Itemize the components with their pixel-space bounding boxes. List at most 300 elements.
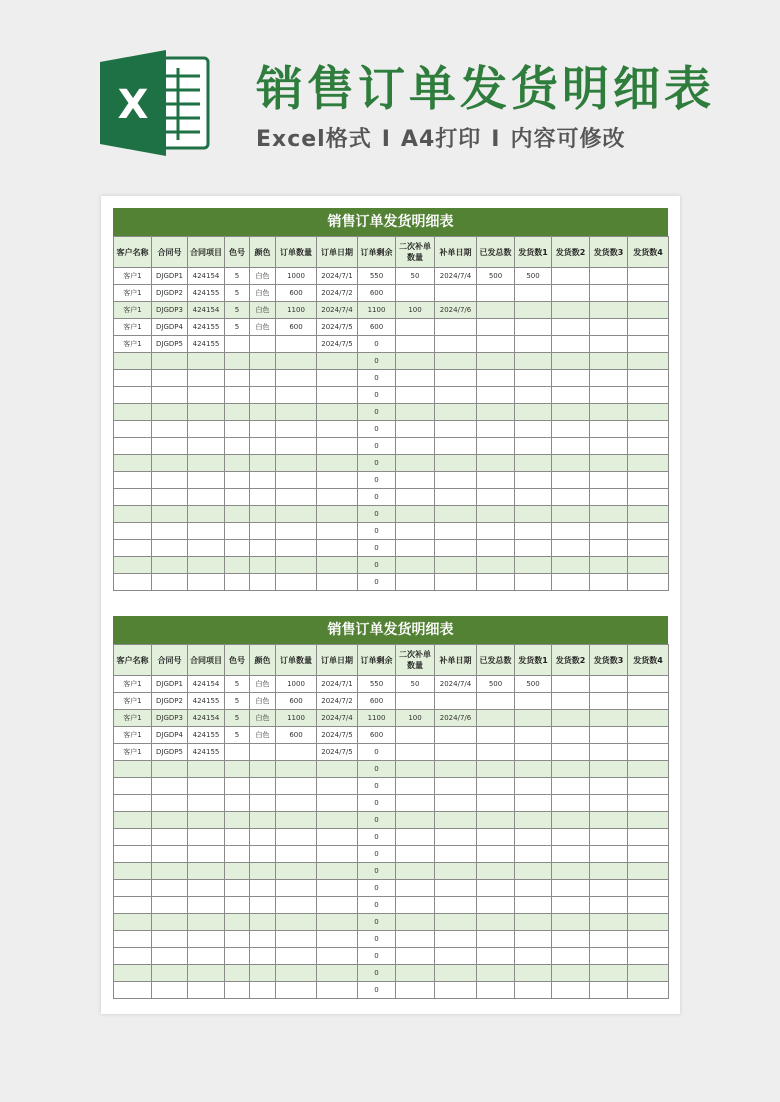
table-cell[interactable]: [317, 506, 358, 523]
table-cell[interactable]: [152, 795, 188, 812]
table-cell[interactable]: 5: [225, 285, 250, 302]
table-cell[interactable]: [435, 812, 477, 829]
table-cell[interactable]: [276, 421, 317, 438]
table-cell[interactable]: [515, 778, 552, 795]
table-cell[interactable]: [590, 914, 628, 931]
table-cell[interactable]: [590, 710, 628, 727]
table-cell[interactable]: [552, 285, 590, 302]
table-cell[interactable]: [515, 523, 552, 540]
table-cell[interactable]: DJGDP4: [152, 727, 188, 744]
table-cell[interactable]: 2024/7/2: [317, 693, 358, 710]
table-cell[interactable]: [628, 472, 669, 489]
table-cell[interactable]: 5: [225, 693, 250, 710]
table-cell[interactable]: [188, 761, 225, 778]
table-cell[interactable]: [590, 438, 628, 455]
table-cell[interactable]: [552, 676, 590, 693]
table-cell[interactable]: [552, 812, 590, 829]
table-cell[interactable]: 2024/7/4: [317, 710, 358, 727]
table-cell[interactable]: [317, 523, 358, 540]
table-cell[interactable]: [477, 489, 515, 506]
table-cell[interactable]: [250, 370, 276, 387]
table-cell[interactable]: [276, 812, 317, 829]
table-cell[interactable]: [552, 948, 590, 965]
table-cell[interactable]: [396, 285, 435, 302]
table-cell[interactable]: [552, 829, 590, 846]
table-cell[interactable]: [552, 506, 590, 523]
table-cell[interactable]: 600: [358, 693, 396, 710]
table-cell[interactable]: [152, 863, 188, 880]
table-cell[interactable]: [188, 387, 225, 404]
table-cell[interactable]: [317, 982, 358, 999]
table-cell[interactable]: [188, 846, 225, 863]
table-cell[interactable]: [250, 863, 276, 880]
table-cell[interactable]: 白色: [250, 319, 276, 336]
table-cell[interactable]: [250, 353, 276, 370]
table-cell[interactable]: 2024/7/6: [435, 710, 477, 727]
table-cell[interactable]: 0: [358, 540, 396, 557]
table-cell[interactable]: [628, 540, 669, 557]
table-cell[interactable]: [515, 472, 552, 489]
table-cell[interactable]: [317, 540, 358, 557]
table-cell[interactable]: [396, 319, 435, 336]
table-cell[interactable]: [250, 880, 276, 897]
table-cell[interactable]: 100: [396, 710, 435, 727]
table-cell[interactable]: 客户1: [114, 710, 152, 727]
table-cell[interactable]: [590, 489, 628, 506]
table-cell[interactable]: [250, 846, 276, 863]
table-cell[interactable]: [188, 438, 225, 455]
table-cell[interactable]: 600: [358, 285, 396, 302]
table-cell[interactable]: 0: [358, 506, 396, 523]
table-cell[interactable]: [477, 370, 515, 387]
table-cell[interactable]: 0: [358, 370, 396, 387]
table-cell[interactable]: [552, 472, 590, 489]
table-cell[interactable]: 50: [396, 676, 435, 693]
table-cell[interactable]: [435, 693, 477, 710]
table-cell[interactable]: DJGDP5: [152, 744, 188, 761]
table-cell[interactable]: [276, 506, 317, 523]
table-cell[interactable]: [628, 880, 669, 897]
table-cell[interactable]: [477, 455, 515, 472]
table-cell[interactable]: [628, 727, 669, 744]
table-cell[interactable]: [317, 931, 358, 948]
table-cell[interactable]: [188, 557, 225, 574]
table-cell[interactable]: [477, 727, 515, 744]
table-cell[interactable]: [515, 557, 552, 574]
table-cell[interactable]: [477, 931, 515, 948]
table-cell[interactable]: [590, 319, 628, 336]
table-cell[interactable]: 0: [358, 846, 396, 863]
table-cell[interactable]: [396, 795, 435, 812]
table-cell[interactable]: 2024/7/1: [317, 268, 358, 285]
table-cell[interactable]: [628, 710, 669, 727]
table-cell[interactable]: [435, 829, 477, 846]
table-cell[interactable]: [114, 557, 152, 574]
table-cell[interactable]: [114, 472, 152, 489]
table-cell[interactable]: 424154: [188, 268, 225, 285]
table-cell[interactable]: [225, 897, 250, 914]
table-cell[interactable]: 客户1: [114, 727, 152, 744]
table-cell[interactable]: [628, 557, 669, 574]
table-cell[interactable]: [628, 285, 669, 302]
table-cell[interactable]: [515, 336, 552, 353]
table-cell[interactable]: [317, 472, 358, 489]
table-cell[interactable]: DJGDP4: [152, 319, 188, 336]
table-cell[interactable]: [590, 421, 628, 438]
table-cell[interactable]: [552, 931, 590, 948]
table-cell[interactable]: 客户1: [114, 319, 152, 336]
table-cell[interactable]: [250, 489, 276, 506]
table-cell[interactable]: [114, 829, 152, 846]
table-cell[interactable]: [152, 846, 188, 863]
table-cell[interactable]: [515, 404, 552, 421]
table-cell[interactable]: [628, 353, 669, 370]
table-cell[interactable]: [515, 829, 552, 846]
table-cell[interactable]: [552, 421, 590, 438]
table-cell[interactable]: [590, 353, 628, 370]
table-cell[interactable]: [552, 710, 590, 727]
table-cell[interactable]: [114, 812, 152, 829]
table-cell[interactable]: 0: [358, 744, 396, 761]
table-cell[interactable]: 0: [358, 336, 396, 353]
table-cell[interactable]: [590, 404, 628, 421]
table-cell[interactable]: [396, 846, 435, 863]
table-cell[interactable]: [276, 914, 317, 931]
table-cell[interactable]: [250, 404, 276, 421]
table-cell[interactable]: [515, 489, 552, 506]
table-cell[interactable]: [317, 829, 358, 846]
table-cell[interactable]: [250, 812, 276, 829]
table-cell[interactable]: 1000: [276, 676, 317, 693]
table-cell[interactable]: 0: [358, 353, 396, 370]
table-cell[interactable]: [628, 795, 669, 812]
table-cell[interactable]: 客户1: [114, 744, 152, 761]
table-cell[interactable]: [188, 829, 225, 846]
table-cell[interactable]: [628, 761, 669, 778]
table-cell[interactable]: [225, 948, 250, 965]
table-cell[interactable]: [188, 404, 225, 421]
table-cell[interactable]: [276, 931, 317, 948]
table-cell[interactable]: [515, 897, 552, 914]
table-cell[interactable]: [552, 574, 590, 591]
table-cell[interactable]: 424155: [188, 336, 225, 353]
table-cell[interactable]: [250, 829, 276, 846]
table-cell[interactable]: [396, 965, 435, 982]
table-cell[interactable]: [114, 863, 152, 880]
table-cell[interactable]: [225, 880, 250, 897]
table-cell[interactable]: [628, 897, 669, 914]
table-cell[interactable]: [152, 387, 188, 404]
table-cell[interactable]: [250, 897, 276, 914]
table-cell[interactable]: 5: [225, 319, 250, 336]
table-cell[interactable]: [114, 370, 152, 387]
table-cell[interactable]: 424155: [188, 727, 225, 744]
table-cell[interactable]: [515, 540, 552, 557]
table-cell[interactable]: [552, 914, 590, 931]
table-cell[interactable]: [152, 540, 188, 557]
table-cell[interactable]: [590, 523, 628, 540]
table-cell[interactable]: [515, 438, 552, 455]
table-cell[interactable]: [114, 914, 152, 931]
table-cell[interactable]: [477, 761, 515, 778]
table-cell[interactable]: [628, 268, 669, 285]
table-cell[interactable]: [317, 574, 358, 591]
table-cell[interactable]: [152, 761, 188, 778]
table-cell[interactable]: [276, 829, 317, 846]
table-cell[interactable]: 0: [358, 778, 396, 795]
table-cell[interactable]: [225, 795, 250, 812]
table-cell[interactable]: [515, 880, 552, 897]
table-cell[interactable]: [114, 846, 152, 863]
table-cell[interactable]: [250, 336, 276, 353]
table-cell[interactable]: [477, 421, 515, 438]
table-cell[interactable]: 424155: [188, 693, 225, 710]
table-cell[interactable]: [515, 370, 552, 387]
table-cell[interactable]: [435, 948, 477, 965]
table-cell[interactable]: [477, 438, 515, 455]
table-cell[interactable]: [477, 302, 515, 319]
table-cell[interactable]: [152, 438, 188, 455]
table-cell[interactable]: [628, 523, 669, 540]
table-cell[interactable]: [250, 506, 276, 523]
table-cell[interactable]: [590, 455, 628, 472]
table-cell[interactable]: [276, 455, 317, 472]
table-cell[interactable]: [250, 455, 276, 472]
table-cell[interactable]: [628, 965, 669, 982]
table-cell[interactable]: [250, 744, 276, 761]
table-cell[interactable]: [396, 336, 435, 353]
table-cell[interactable]: [225, 421, 250, 438]
table-cell[interactable]: [435, 438, 477, 455]
table-cell[interactable]: [435, 744, 477, 761]
table-cell[interactable]: [590, 574, 628, 591]
table-cell[interactable]: [435, 897, 477, 914]
table-cell[interactable]: [552, 336, 590, 353]
table-cell[interactable]: [477, 336, 515, 353]
table-cell[interactable]: [477, 897, 515, 914]
table-cell[interactable]: [590, 778, 628, 795]
table-cell[interactable]: [628, 574, 669, 591]
table-cell[interactable]: 600: [276, 727, 317, 744]
table-cell[interactable]: [590, 863, 628, 880]
table-cell[interactable]: [628, 863, 669, 880]
table-cell[interactable]: [250, 965, 276, 982]
table-cell[interactable]: [152, 574, 188, 591]
table-cell[interactable]: [225, 812, 250, 829]
table-cell[interactable]: [396, 693, 435, 710]
table-cell[interactable]: 424155: [188, 285, 225, 302]
table-cell[interactable]: [152, 948, 188, 965]
table-cell[interactable]: [590, 557, 628, 574]
table-cell[interactable]: [435, 353, 477, 370]
table-cell[interactable]: [114, 948, 152, 965]
table-cell[interactable]: [114, 982, 152, 999]
table-cell[interactable]: [552, 727, 590, 744]
table-cell[interactable]: [477, 353, 515, 370]
table-cell[interactable]: [477, 404, 515, 421]
table-cell[interactable]: [317, 455, 358, 472]
table-cell[interactable]: [435, 370, 477, 387]
table-cell[interactable]: [435, 472, 477, 489]
table-cell[interactable]: [552, 523, 590, 540]
table-cell[interactable]: [152, 982, 188, 999]
table-cell[interactable]: [477, 285, 515, 302]
table-cell[interactable]: [250, 931, 276, 948]
table-cell[interactable]: [515, 353, 552, 370]
table-cell[interactable]: [477, 948, 515, 965]
table-cell[interactable]: [250, 557, 276, 574]
table-cell[interactable]: [188, 574, 225, 591]
table-cell[interactable]: [628, 438, 669, 455]
table-cell[interactable]: 5: [225, 727, 250, 744]
table-cell[interactable]: 2024/7/6: [435, 302, 477, 319]
table-cell[interactable]: 550: [358, 268, 396, 285]
table-cell[interactable]: [590, 812, 628, 829]
table-cell[interactable]: 5: [225, 302, 250, 319]
table-cell[interactable]: [152, 829, 188, 846]
table-cell[interactable]: 2024/7/1: [317, 676, 358, 693]
table-cell[interactable]: [250, 523, 276, 540]
table-cell[interactable]: [276, 863, 317, 880]
table-cell[interactable]: 2024/7/5: [317, 336, 358, 353]
table-cell[interactable]: 白色: [250, 285, 276, 302]
table-cell[interactable]: [396, 829, 435, 846]
table-cell[interactable]: [188, 931, 225, 948]
table-cell[interactable]: 424155: [188, 319, 225, 336]
table-cell[interactable]: [276, 540, 317, 557]
table-cell[interactable]: [590, 387, 628, 404]
table-cell[interactable]: 客户1: [114, 676, 152, 693]
table-cell[interactable]: 0: [358, 421, 396, 438]
table-cell[interactable]: [477, 744, 515, 761]
table-cell[interactable]: [515, 710, 552, 727]
table-cell[interactable]: [477, 829, 515, 846]
table-cell[interactable]: [114, 574, 152, 591]
table-cell[interactable]: [552, 965, 590, 982]
table-cell[interactable]: [114, 523, 152, 540]
table-cell[interactable]: [628, 387, 669, 404]
table-cell[interactable]: DJGDP3: [152, 710, 188, 727]
table-cell[interactable]: [114, 965, 152, 982]
table-cell[interactable]: [515, 744, 552, 761]
table-cell[interactable]: [276, 404, 317, 421]
table-cell[interactable]: [590, 846, 628, 863]
table-cell[interactable]: 2024/7/4: [317, 302, 358, 319]
table-cell[interactable]: [435, 557, 477, 574]
table-cell[interactable]: DJGDP5: [152, 336, 188, 353]
table-cell[interactable]: [515, 812, 552, 829]
table-cell[interactable]: [590, 506, 628, 523]
table-cell[interactable]: [590, 540, 628, 557]
table-cell[interactable]: [628, 336, 669, 353]
table-cell[interactable]: [188, 897, 225, 914]
table-cell[interactable]: [152, 557, 188, 574]
table-cell[interactable]: 白色: [250, 710, 276, 727]
table-cell[interactable]: 客户1: [114, 285, 152, 302]
table-cell[interactable]: [250, 574, 276, 591]
table-cell[interactable]: [515, 965, 552, 982]
table-cell[interactable]: [188, 965, 225, 982]
table-cell[interactable]: [225, 846, 250, 863]
table-cell[interactable]: [435, 404, 477, 421]
table-cell[interactable]: 白色: [250, 676, 276, 693]
table-cell[interactable]: [552, 982, 590, 999]
table-cell[interactable]: [276, 965, 317, 982]
table-cell[interactable]: [188, 353, 225, 370]
table-cell[interactable]: [225, 353, 250, 370]
table-cell[interactable]: 1100: [358, 710, 396, 727]
table-cell[interactable]: [152, 880, 188, 897]
table-cell[interactable]: [188, 778, 225, 795]
table-cell[interactable]: 5: [225, 676, 250, 693]
table-cell[interactable]: 0: [358, 982, 396, 999]
table-cell[interactable]: [225, 761, 250, 778]
table-cell[interactable]: [396, 506, 435, 523]
table-cell[interactable]: [477, 863, 515, 880]
table-cell[interactable]: 5: [225, 710, 250, 727]
table-cell[interactable]: [396, 455, 435, 472]
table-cell[interactable]: [435, 727, 477, 744]
table-cell[interactable]: 2024/7/5: [317, 319, 358, 336]
table-cell[interactable]: [152, 506, 188, 523]
table-cell[interactable]: [276, 795, 317, 812]
table-cell[interactable]: [590, 693, 628, 710]
table-cell[interactable]: [396, 387, 435, 404]
table-cell[interactable]: [590, 472, 628, 489]
table-cell[interactable]: [396, 863, 435, 880]
table-cell[interactable]: [225, 370, 250, 387]
table-cell[interactable]: [225, 438, 250, 455]
table-cell[interactable]: [590, 268, 628, 285]
table-cell[interactable]: [317, 863, 358, 880]
table-cell[interactable]: [276, 897, 317, 914]
table-cell[interactable]: [225, 540, 250, 557]
table-cell[interactable]: DJGDP2: [152, 285, 188, 302]
table-cell[interactable]: [152, 914, 188, 931]
table-cell[interactable]: [515, 387, 552, 404]
table-cell[interactable]: [317, 557, 358, 574]
table-cell[interactable]: 2024/7/2: [317, 285, 358, 302]
table-cell[interactable]: 0: [358, 489, 396, 506]
table-cell[interactable]: [628, 744, 669, 761]
table-cell[interactable]: [152, 812, 188, 829]
table-cell[interactable]: [317, 761, 358, 778]
table-cell[interactable]: [317, 948, 358, 965]
table-cell[interactable]: 1000: [276, 268, 317, 285]
table-cell[interactable]: [276, 336, 317, 353]
table-cell[interactable]: 500: [515, 268, 552, 285]
table-cell[interactable]: [317, 914, 358, 931]
table-cell[interactable]: [225, 982, 250, 999]
table-cell[interactable]: 0: [358, 948, 396, 965]
table-cell[interactable]: [114, 489, 152, 506]
table-cell[interactable]: [114, 931, 152, 948]
table-cell[interactable]: [317, 370, 358, 387]
table-cell[interactable]: [225, 455, 250, 472]
table-cell[interactable]: [317, 778, 358, 795]
table-cell[interactable]: [114, 404, 152, 421]
table-cell[interactable]: [317, 438, 358, 455]
table-cell[interactable]: DJGDP3: [152, 302, 188, 319]
table-cell[interactable]: [396, 540, 435, 557]
table-cell[interactable]: [188, 982, 225, 999]
table-cell[interactable]: [152, 489, 188, 506]
table-cell[interactable]: 0: [358, 387, 396, 404]
table-cell[interactable]: 0: [358, 897, 396, 914]
table-cell[interactable]: [114, 795, 152, 812]
table-cell[interactable]: [477, 472, 515, 489]
table-cell[interactable]: [477, 710, 515, 727]
